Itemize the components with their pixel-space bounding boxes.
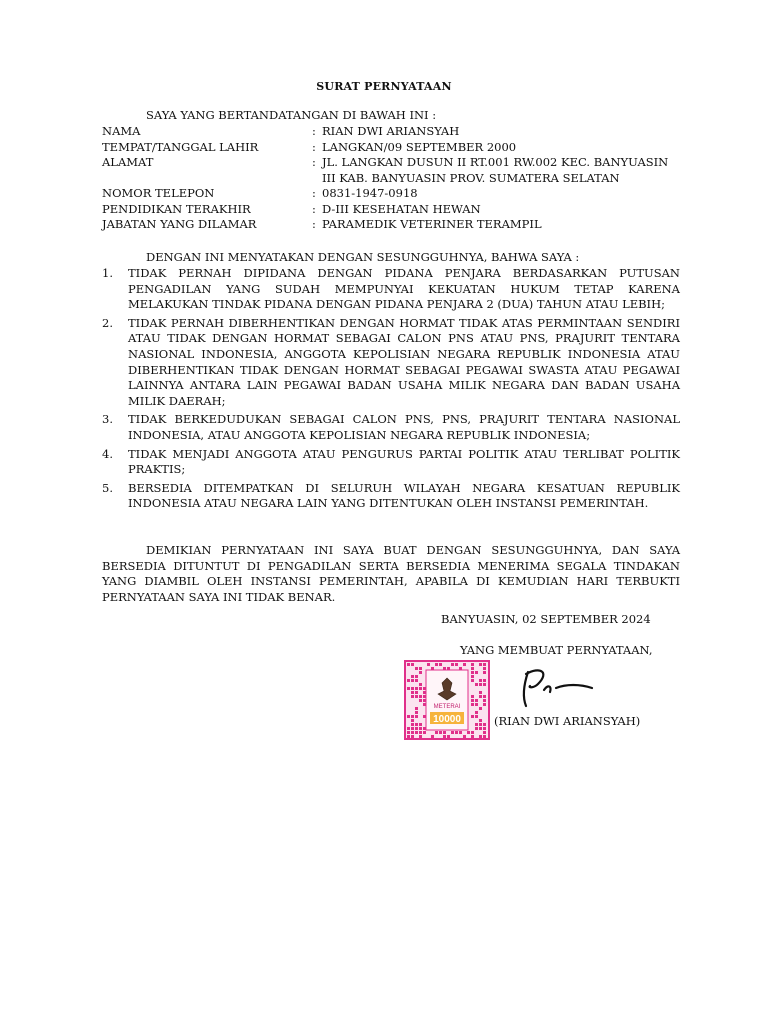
field-position: JABATAN YANG DILAMAR : PARAMEDIK VETERINER TERAMPIL <box>102 217 682 233</box>
stamp-label: METERAI <box>433 704 461 710</box>
field-phone: NOMOR TELEPON : 0831-1947-0918 <box>102 186 682 202</box>
list-item <box>102 447 680 478</box>
field-value: RIAN DWI ARIANSYAH <box>322 124 460 138</box>
field-label: NOMOR TELEPON <box>102 186 215 200</box>
closing-paragraph: DEMIKIAN PERNYATAAN INI SAYA BUAT DENGAN SESUNGGUHNYA, DAN SAYA BERSEDIA DITUNTUT DI PENGADILAN SERTA BERSEDIA MENERIMA SEGALA TINDAKAN YANG DIAMBIL OLEH INSTANSI PEMERINTAH, APABILA DI KEMUDIAN HARI TERBUKTI PERNYATAAN SAYA INI TIDAK BENAR. <box>102 543 680 604</box>
list-item <box>102 316 680 410</box>
list-number: 3. <box>102 412 113 427</box>
signature <box>510 662 600 712</box>
place-date: BANYUASIN, 02 SEPTEMBER 2024 <box>441 612 651 626</box>
field-label: PENDIDIKAN TERAKHIR <box>102 201 251 216</box>
meterai-stamp-icon <box>404 660 490 740</box>
field-label: JABATAN YANG DILAMAR <box>102 217 257 231</box>
list-item <box>102 481 680 512</box>
statement-list <box>102 266 680 515</box>
list-number: 1. <box>102 266 113 280</box>
field-education: PENDIDIKAN TERAKHIR : D-III KESEHATAN HEWAN <box>102 202 682 218</box>
field-address: ALAMAT : JL. LANGKAN DUSUN II RT.001 RW.002 KEC. BANYUASIN III KAB. BANYUASIN PROV. SUMATERA SELATAN <box>102 155 682 186</box>
field-value: 0831-1947-0918 <box>322 186 418 200</box>
list-item <box>102 266 680 313</box>
list-text: TIDAK MENJADI ANGGOTA ATAU PENGURUS PARTAI POLITIK ATAU TERLIBAT POLITIK PRAKTIS; <box>128 446 680 477</box>
maker-label: YANG MEMBUAT PERNYATAAN, <box>460 643 653 657</box>
list-number: 4. <box>102 446 113 461</box>
intro-text: SAYA YANG BERTANDATANGAN DI BAWAH INI : <box>146 108 437 122</box>
field-name: NAMA : RIAN DWI ARIANSYAH <box>102 124 682 140</box>
field-label: NAMA <box>102 124 141 138</box>
declaration-intro: DENGAN INI MENYATAKAN DENGAN SESUNGGUHNYA, BAHWA SAYA : <box>146 250 580 264</box>
identity-fields <box>102 124 682 233</box>
list-number: 2. <box>102 315 113 330</box>
signer-name: (RIAN DWI ARIANSYAH) <box>494 714 641 728</box>
list-item <box>102 412 680 443</box>
field-value: LANGKAN/09 SEPTEMBER 2000 <box>322 139 517 154</box>
list-text: TIDAK PERNAH DIBERHENTIKAN DENGAN HORMAT TIDAK ATAS PERMINTAAN SENDIRI ATAU TIDAK DENGAN HORMAT SEBAGAI CALON PNS ATAU PNS, PRAJURIT TENTARA NASIONAL INDONESIA, ANGGOTA KEPOLISIAN NEGARA REPUBLIK INDONESIA ATAU DIBERHENTIKAN TIDAK DENGAN HORMAT SEBAGAI PEGAWAI SWASTA ATAU PEGAWAI LAINNYA ANTARA LAIN PEGAWAI BADAN USAHA MILIK NEGARA DAN BADAN USAHA MILIK DAERAH; <box>128 315 680 408</box>
list-text: TIDAK BERKEDUDUKAN SEBAGAI CALON PNS, PNS, PRAJURIT TENTARA NASIONAL INDONESIA, ATAU ANGGOTA KEPOLISIAN NEGARA REPUBLIK INDONESIA; <box>128 412 680 442</box>
field-value: PARAMEDIK VETERINER TERAMPIL <box>322 217 542 231</box>
stamp-amount: 10000 <box>433 714 461 725</box>
field-birth: TEMPAT/TANGGAL LAHIR : LANGKAN/09 SEPTEMBER 2000 <box>102 140 682 156</box>
field-value: JL. LANGKAN DUSUN II RT.001 RW.002 KEC. BANYUASIN III KAB. BANYUASIN PROV. SUMATERA SELATAN <box>322 155 669 185</box>
field-label: TEMPAT/TANGGAL LAHIR <box>102 139 259 154</box>
list-number: 5. <box>102 480 113 495</box>
document-title: SURAT PERNYATAAN <box>316 80 452 93</box>
list-text: TIDAK PERNAH DIPIDANA DENGAN PIDANA PENJARA BERDASARKAN PUTUSAN PENGADILAN YANG SUDAH MEMPUNYAI KEKUATAN HUKUM TETAP KARENA MELAKUKAN TINDAK PIDANA DENGAN PIDANA PENJARA 2 (DUA) TAHUN ATAU LEBIH; <box>128 266 680 312</box>
field-label: ALAMAT <box>102 155 154 169</box>
list-text: BERSEDIA DITEMPATKAN DI SELURUH WILAYAH NEGARA KESATUAN REPUBLIK INDONESIA ATAU NEGARA LAIN YANG DITENTUKAN OLEH INSTANSI PEMERINTAH. <box>128 480 680 511</box>
field-value: D-III KESEHATAN HEWAN <box>322 201 481 216</box>
